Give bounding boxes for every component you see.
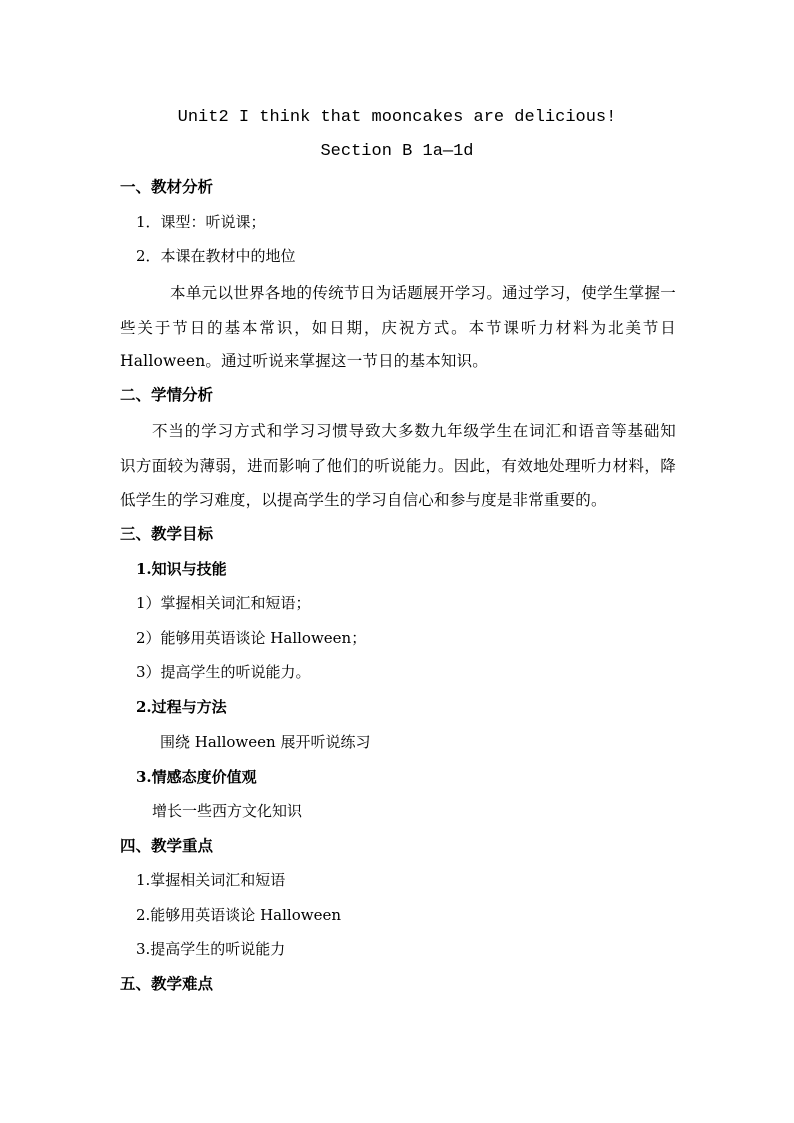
list-item: 2）能够用英语谈论 Halloween； [136, 629, 367, 647]
body-text: 增长一些西方文化知识 [152, 802, 303, 820]
section-heading-difficult-points: 五、教学难点 [120, 974, 214, 993]
list-item-lesson-type: 1．课型：听说课； [136, 213, 266, 231]
list-item: 2.能够用英语谈论 Halloween [136, 906, 341, 924]
paragraph-line: 低学生的学习难度，以提高学生的学习自信心和参与度是非常重要的。 [120, 491, 607, 509]
subheading-process-methods: 2.过程与方法 [136, 698, 227, 716]
paragraph-line: 些关于节日的基本常识，如日期，庆祝方式。本节课听力材料为北美节日 [120, 319, 676, 337]
section-heading-student-analysis: 二、学情分析 [120, 385, 214, 404]
list-item: 3）提高学生的听说能力。 [136, 663, 311, 681]
section-heading-teaching-goals: 三、教学目标 [120, 524, 214, 543]
subheading-knowledge-skills: 1.知识与技能 [136, 560, 227, 578]
paragraph-line: Halloween。通过听说来掌握这一节日的基本知识。 [120, 352, 489, 370]
section-heading-key-points: 四、教学重点 [120, 836, 214, 855]
list-item: 1.掌握相关词汇和短语 [136, 871, 286, 889]
list-item-lesson-position: 2．本课在教材中的地位 [136, 247, 296, 265]
document-title: Unit2 I think that mooncakes are delicious! [177, 108, 617, 127]
list-item: 1）掌握相关词汇和短语； [136, 594, 311, 612]
document-subtitle: Section B 1a—1d [320, 142, 474, 161]
paragraph-line: 识方面较为薄弱，进而影响了他们的听说能力。因此，有效地处理听力材料，降 [120, 457, 676, 475]
paragraph-line: 不当的学习方式和学习习惯导致大多数九年级学生在词汇和语音等基础知 [152, 422, 676, 440]
body-text: 围绕 Halloween 展开听说练习 [160, 733, 371, 751]
paragraph-line: 本单元以世界各地的传统节日为话题展开学习。通过学习，使学生掌握一 [170, 284, 676, 302]
section-heading-textbook-analysis: 一、教材分析 [120, 177, 214, 196]
subheading-emotional-values: 3.情感态度价值观 [136, 768, 257, 786]
list-item: 3.提高学生的听说能力 [136, 940, 286, 958]
